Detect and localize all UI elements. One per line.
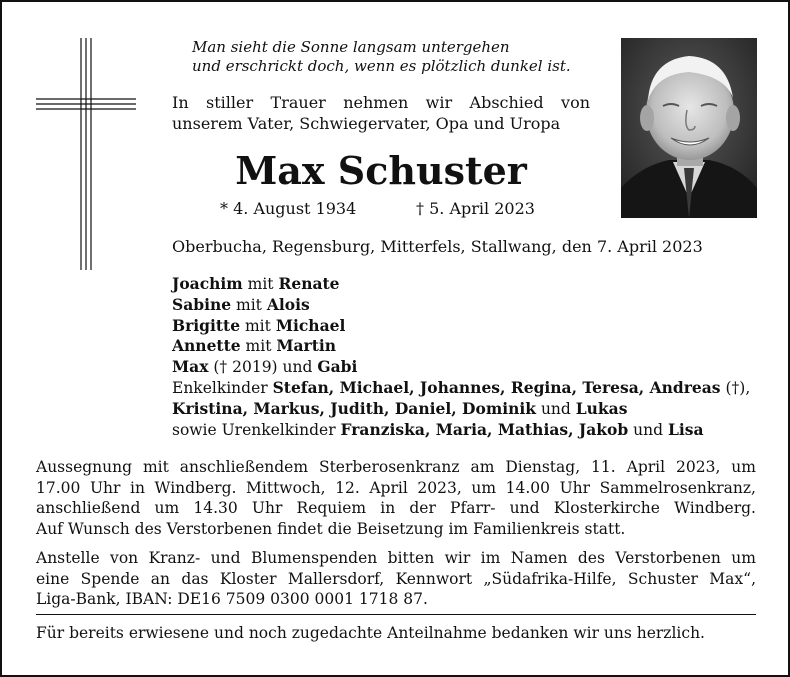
quote-line-1: Man sieht die Sonne langsam untergehen — [192, 38, 510, 56]
divider — [36, 614, 756, 615]
grandchildren-names: Lukas — [575, 398, 628, 418]
place-and-date: Oberbucha, Regensburg, Mitterfels, Stallwang, den 7. April 2023 — [172, 237, 703, 256]
grandchildren-line-1: Enkelkinder Stefan, Michael, Johannes, Regina, Teresa, Andreas (†), — [172, 377, 751, 397]
family-name: Brigitte — [172, 315, 241, 335]
grandchildren-names: Stefan, Michael, Johannes, Regina, Teresa, Andreas — [272, 377, 721, 397]
family-name: Joachim — [172, 274, 243, 293]
family-connector: mit — [242, 275, 279, 293]
donation-line: Anstelle von Kranz- und Blumenspenden bitten wir im Namen des Verstorbenen um — [36, 549, 756, 567]
cross-icon — [36, 38, 136, 270]
list-item — [172, 316, 772, 337]
grandchildren-names: Kristina, Markus, Judith, Daniel, Dominik — [172, 398, 537, 418]
service-line: anschließend um 14.30 Uhr Requiem in der Pfarr- und Klosterkirche Windberg. — [36, 499, 756, 517]
intro-text — [172, 92, 590, 134]
family-name: Martin — [276, 336, 337, 356]
family-name: Annette — [172, 336, 241, 356]
intro-line-2: unserem Vater, Schwiegervater, Opa und Uropa — [172, 114, 561, 133]
donation-info — [36, 548, 756, 610]
service-info — [36, 457, 756, 539]
family-connector: († 2019) und — [208, 358, 318, 377]
family-name: Alois — [266, 294, 310, 314]
great-grandchildren-line: sowie Urenkelkinder Franziska, Maria, Mathias, Jakob und Lisa — [172, 419, 704, 439]
great-grandchildren-names: Lisa — [667, 419, 704, 439]
mourners-list — [172, 274, 772, 440]
family-connector: mit — [240, 337, 277, 356]
thanks-text: Für bereits erwiesene und noch zugedachte Anteilnahme bedanken wir uns herzlich. — [36, 624, 705, 642]
death-date: † 5. April 2023 — [416, 199, 535, 218]
birth-date: * 4. August 1934 — [220, 199, 357, 218]
family-name: Sabine — [172, 294, 232, 314]
grandchildren-line-2: Kristina, Markus, Judith, Daniel, Dominik und Lukas — [172, 398, 628, 418]
family-connector: mit — [240, 316, 276, 335]
deceased-name: Max Schuster — [235, 148, 527, 193]
list-item — [172, 357, 772, 378]
service-line: Aussegnung mit anschließendem Sterberosenkranz am Dienstag, 11. April 2023, um — [36, 458, 756, 476]
great-grandchildren-names: Franziska, Maria, Mathias, Jakob — [340, 419, 629, 439]
quote-line-2: und erschrickt doch, wenn es plötzlich dunkel ist. — [192, 57, 571, 75]
portrait-photo — [621, 38, 757, 218]
quote — [192, 38, 612, 76]
list-item — [172, 295, 772, 316]
service-line: Auf Wunsch des Verstorbenen findet die Beisetzung im Familienkreis statt. — [36, 519, 626, 538]
donation-line: Liga-Bank, IBAN: DE16 7509 0300 0001 1718 87. — [36, 590, 428, 608]
family-connector: mit — [231, 295, 267, 314]
family-name: Max — [172, 357, 209, 377]
donation-line: eine Spende an das Kloster Mallersdorf, Kennwort „Südafrika-Hilfe, Schuster Max“, — [36, 569, 756, 588]
service-line: 17.00 Uhr in Windberg. Mittwoch, 12. April 2023, um 14.00 Uhr Sammelrosenkranz, — [36, 478, 756, 497]
family-name: Gabi — [317, 357, 358, 377]
intro-line-1: In stiller Trauer nehmen wir Abschied von — [172, 93, 590, 112]
family-name: Renate — [278, 274, 340, 293]
list-item — [172, 336, 772, 357]
family-name: Michael — [275, 315, 346, 335]
list-item — [172, 274, 772, 295]
